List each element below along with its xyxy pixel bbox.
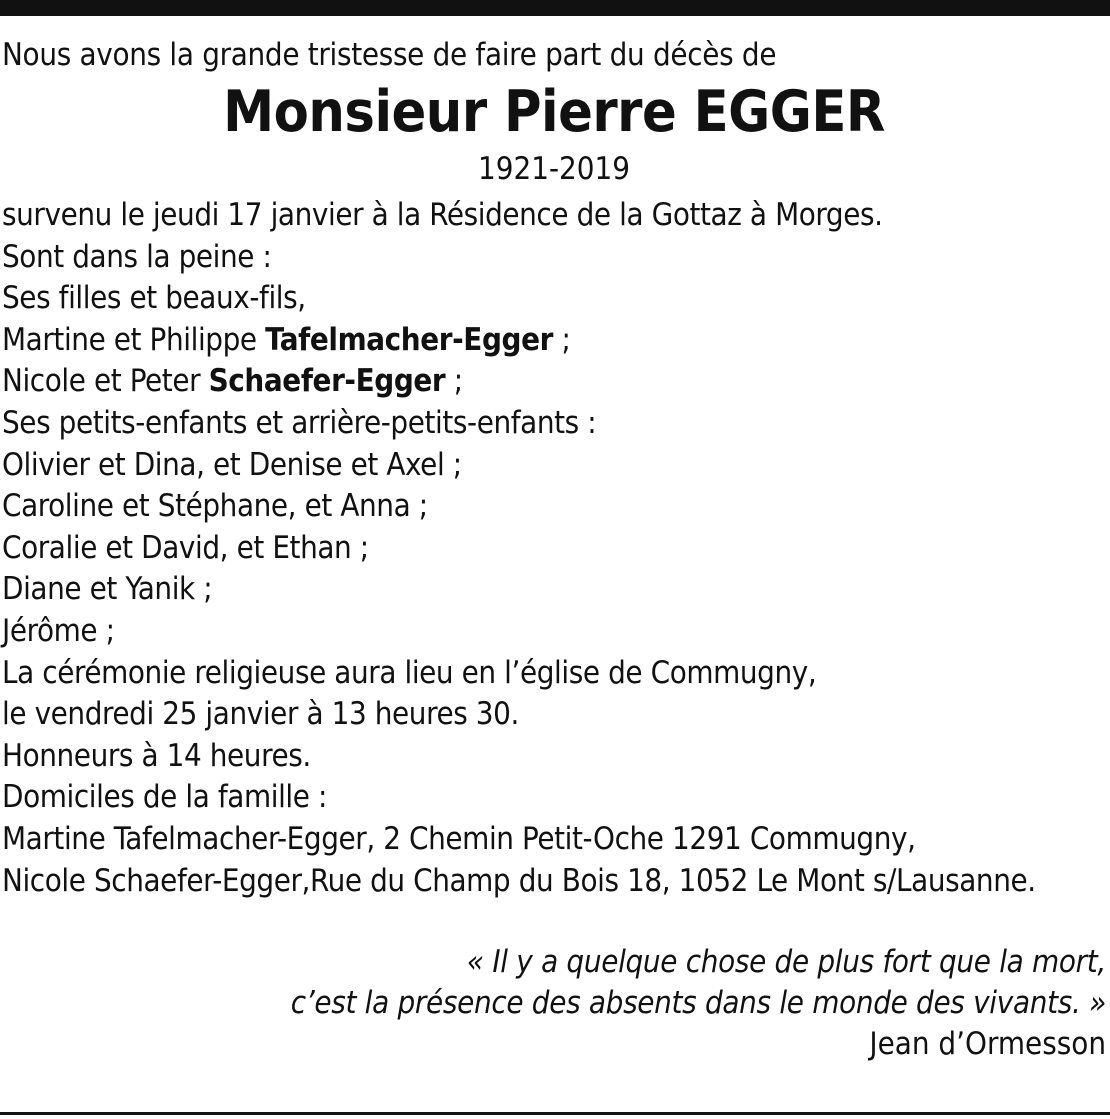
deceased-name: Monsieur Pierre EGGER — [223, 79, 885, 145]
quote-block — [2, 942, 1106, 1064]
body-line: Coralie et David, et Ethan ; — [2, 529, 369, 566]
line-punctuation: ; — [445, 363, 463, 400]
body-line: Diane et Yanik ; — [2, 571, 213, 608]
body-line: Caroline et Stéphane, et Anna ; — [2, 488, 428, 525]
body-line: Sont dans la peine : — [2, 238, 272, 275]
body-line: Martine Tafelmacher-Egger, 2 Chemin Petit-Oche 1291 Commugny, — [2, 820, 916, 857]
life-years: 1921-2019 — [478, 151, 630, 187]
body-line: Ses petits-enfants et arrière-petits-enfants : — [2, 404, 597, 441]
family-surname: Schaefer-Egger — [208, 363, 446, 400]
body-line: Olivier et Dina, et Denise et Axel ; — [2, 446, 462, 483]
family-line — [2, 320, 1106, 362]
quote-author: Jean d’Ormesson — [869, 1026, 1106, 1063]
body-line: Jérôme ; — [2, 612, 115, 649]
line-punctuation: ; — [552, 321, 571, 358]
body-line: Ses filles et beaux-fils, — [2, 280, 306, 317]
family-surname: Tafelmacher-Egger — [265, 321, 553, 358]
body-line: Nicole Schaefer-Egger,Rue du Champ du Bois 18, 1052 Le Mont s/Lausanne. — [2, 862, 1036, 899]
body-line: Domiciles de la famille : — [2, 779, 328, 816]
quote-line: c’est la présence des absents dans le monde des vivants. » — [290, 985, 1106, 1022]
intro-text: Nous avons la grande tristesse de faire part du décès de — [2, 37, 777, 73]
notice-body — [2, 195, 1106, 902]
family-members: Nicole et Peter — [2, 363, 209, 400]
body-line: La cérémonie religieuse aura lieu en l’église de Commugny, — [2, 654, 817, 691]
family-members: Martine et Philippe — [2, 321, 266, 358]
body-line: Honneurs à 14 heures. — [2, 737, 311, 774]
obituary-notice — [2, 30, 1106, 1064]
family-line — [2, 361, 1106, 403]
top-border-rule — [0, 0, 1110, 16]
body-line: le vendredi 25 janvier à 13 heures 30. — [2, 696, 519, 733]
bottom-border-rule — [0, 1112, 1110, 1115]
body-line: survenu le jeudi 17 janvier à la Résidence de la Gottaz à Morges. — [2, 197, 883, 233]
quote-line: « Il y a quelque chose de plus fort que la mort, — [466, 944, 1106, 981]
